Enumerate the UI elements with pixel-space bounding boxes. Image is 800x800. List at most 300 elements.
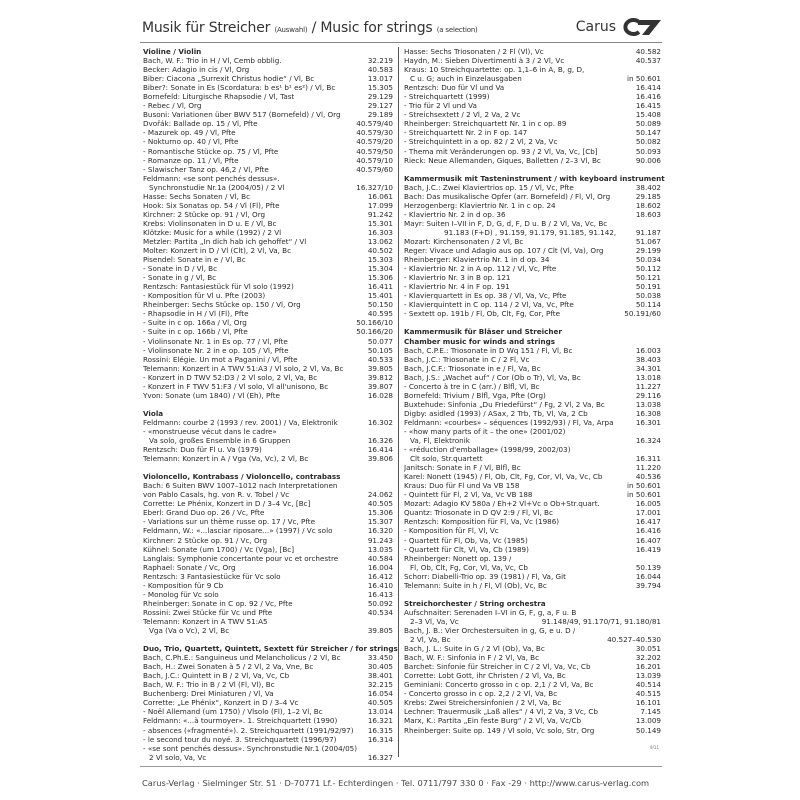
catalog-entry — [143, 499, 393, 508]
entry-title: Molter: Konzert in D / Vl (Clt), 2 Vl, Va, Bc — [143, 246, 292, 256]
entry-number — [658, 65, 661, 74]
footer-rule — [140, 766, 662, 767]
entry-number: 50.082 — [635, 137, 661, 147]
catalog-entry — [143, 436, 393, 445]
entry-title: Raphael: Sonate / Vc, Org — [143, 562, 236, 572]
entry-title: - Suite in c op. 166a / Vl, Org — [143, 318, 247, 328]
entry-title: Bach, J.C.F.: Triosonate in e / Fl, Va, Bc — [404, 363, 541, 373]
entry-number: 16.415 — [635, 101, 661, 111]
entry-title: Becker: Adagio in cis / Vl, Org — [143, 65, 250, 75]
entry-title: Rieck: Neue Allemanden, Giques, Balletten / 2–3 Vl, Bc — [404, 155, 601, 165]
entry-number: 16.407 — [635, 535, 661, 545]
catalog-entry — [143, 726, 393, 735]
entry-title: Hasse: Sechs Sonaten / Vl, Bc — [143, 191, 251, 201]
entry-title: - Trio für 2 Vl und Va — [404, 101, 477, 111]
entry-number: 15.306 — [367, 508, 393, 518]
entry-number: 13.017 — [367, 74, 393, 84]
entry-number: 15.401 — [367, 291, 393, 301]
entry-title: Feldmann, W.: «...lasciar riposare...» (1997) / Vc solo — [143, 526, 333, 536]
section-spacer — [143, 463, 393, 472]
entry-title: Krebs: Zwei Streichersinfonien / 2 Vl, Va, Bc — [404, 698, 562, 708]
entry-title: Bach: Das musikalische Opfer (arr. Bornefeld) / Fl, Vl, Org — [404, 191, 611, 201]
catalog-entry — [143, 373, 393, 382]
catalog-entry — [143, 680, 393, 689]
catalog-entry — [143, 391, 393, 400]
entry-number — [658, 445, 661, 454]
entry-number: 40.584 — [367, 553, 393, 563]
entry-number: 29.185 — [635, 191, 661, 201]
entry-number: 40.583 — [367, 65, 393, 75]
entry-title: - «réduction d'emballage» (1998/99, 2002/03) — [404, 445, 571, 455]
catalog-entry — [143, 490, 393, 499]
catalog-entry — [143, 445, 393, 454]
catalog-entry — [143, 119, 393, 128]
catalog-entry — [143, 753, 393, 762]
entry-number: 15.304 — [367, 264, 393, 274]
catalog-entry — [404, 309, 661, 318]
entry-number: 16.308 — [635, 408, 661, 418]
entry-title: - Konzert in D TWV 52:D3 / 2 Vl solo, 2 Vl, Va, Bc — [143, 372, 318, 382]
catalog-entry — [404, 472, 661, 481]
entry-title: Langlais: Symphonie concertante pour vc et orchestre — [143, 553, 339, 563]
entry-title: Digby: asidled (1993) / ASax, 2 Trb, Tb, Vl, Va, 2 Cb — [404, 408, 588, 418]
entry-title: Aufschnaiter: Serenaden I–VI in G, F, g, a, F u. B — [404, 607, 577, 617]
catalog-entry — [404, 454, 661, 463]
catalog-entry — [143, 572, 393, 581]
entry-number: 90.006 — [635, 155, 661, 165]
entry-number: 50.166/20 — [356, 327, 393, 337]
entry-number: 50.166/10 — [356, 318, 393, 328]
entry-number: 15.408 — [635, 110, 661, 120]
entry-title: - Rhapsodie in H / Vl (Fl), Pfte — [143, 309, 249, 319]
entry-title: Rheinberger: Nonett op. 139 / — [404, 553, 512, 563]
entry-title: Telemann: Suite in h / Fl, Vl (Ob), Vc, Bc — [404, 580, 547, 590]
brand-name: Carus — [575, 19, 616, 35]
catalog-entry — [143, 174, 393, 183]
entry-title: - Klavierquartett in Es op. 38 / Vl, Va, Vc, Pfte — [404, 291, 567, 301]
right-column — [404, 47, 665, 735]
catalog-entry — [404, 128, 661, 137]
catalog-entry — [404, 119, 661, 128]
entry-number: 39.806 — [367, 454, 393, 464]
entry-number: 16.320 — [367, 526, 393, 536]
catalog-entry — [404, 83, 661, 92]
entry-title: Barchet: Sinfonie für Streicher in C / 2 Vl, Va, Vc, Cb — [404, 662, 591, 672]
entry-title: Buchenberg: Drei Miniaturen / Vl, Va — [143, 689, 274, 699]
catalog-entry — [143, 418, 393, 427]
catalog-entry — [143, 536, 393, 545]
catalog-entry — [404, 409, 661, 418]
entry-number: 40.595 — [367, 309, 393, 319]
entry-title: - Violinsonate Nr. 1 in Es op. 77 / Vl, Pfte — [143, 336, 288, 346]
entry-number: 16.311 — [635, 454, 661, 464]
entry-number: 34.301 — [635, 363, 661, 373]
catalog-entry — [143, 237, 393, 246]
entry-number: 40.527–40.530 — [607, 635, 661, 645]
entry-title: 2 Vl, Va, Bc — [410, 635, 451, 645]
entry-title: - «how many parts of it – the one» (2001/02) — [404, 426, 566, 436]
section-heading: Violine / Violin — [143, 47, 202, 56]
entry-title: Lechner: Trauermusik „Laß alles“ / 4 Vl, 2 Va, 3 Vc, Cb — [404, 707, 598, 717]
catalog-entry — [404, 635, 661, 644]
entry-title: - Mazurek op. 49 / Vl, Pfte — [143, 128, 236, 138]
entry-number: in 50.601 — [627, 490, 661, 500]
entry-title: Kühnel: Sonate (um 1700) / Vc (Vga), [Bc] — [143, 544, 295, 554]
entry-title: - Quartett für Fl, Ob, Va, Vc (1985) — [404, 535, 528, 545]
entry-number: 40.537 — [635, 56, 661, 66]
catalog-entry — [404, 653, 661, 662]
entry-number: 40.579/50 — [356, 146, 393, 156]
catalog-entry — [143, 147, 393, 156]
entry-number: 13.039 — [635, 671, 661, 681]
entry-title: - Concerto à tre in C (arr.) / Blfl, Vl, Bc — [404, 381, 540, 391]
entry-title: Klötzke: Music for a while (1992) / 2 Vl — [143, 227, 282, 237]
entry-title: Corrette: „Le Phénix“, Konzert in D / 3–4 Vc — [143, 698, 299, 708]
entry-title: - Sonate in D / Vl, Bc — [143, 264, 218, 274]
entry-number: 32.215 — [367, 680, 393, 690]
entry-number: 11.220 — [635, 463, 661, 473]
entry-title: Kraus: 10 Streichquartette: op. 1,1–6 in A, B, g, D, — [404, 65, 585, 75]
entry-number: 39.805 — [367, 363, 393, 373]
entry-number: 7.145 — [640, 707, 661, 717]
entry-title: - absences («fragmenté»). 2. Streichquartett (1991/92/97) — [143, 725, 354, 735]
entry-number: 39.807 — [367, 381, 393, 391]
entry-title: Va, Fl, Elektronik — [410, 436, 470, 446]
catalog-entry — [143, 65, 393, 74]
catalog-entry — [404, 237, 661, 246]
entry-title: Marx, K.: Partita „Ein feste Burg“ / 2 Vl, Va, Vc/Cb — [404, 716, 582, 726]
catalog-entry — [404, 101, 661, 110]
entry-number: 33.450 — [367, 653, 393, 663]
entry-number: 16.054 — [367, 689, 393, 699]
entry-title: Rheinberger: Sechs Stücke op. 150 / Vl, Org — [143, 300, 301, 310]
catalog-entry — [404, 418, 661, 427]
entry-title: Reger: Vivace und Adagio aus op. 107 / Clt (Vl, Va), Org — [404, 246, 604, 256]
entry-number: 16.326 — [367, 436, 393, 446]
entry-number: 40.502 — [367, 246, 393, 256]
entry-title: Biber?: Sonate in Es (Scordatura: b es¹ b¹ es²) / Vl, Bc — [143, 83, 336, 93]
catalog-entry — [404, 689, 661, 698]
entry-title: Metzler: Partita „In dich hab ich gehoffet“ / Vl — [143, 236, 307, 246]
entry-title: - le second tour du noyé. 3. Streichquartett (1996/97) — [143, 734, 337, 744]
catalog-entry — [404, 300, 661, 309]
catalog-entry — [404, 572, 661, 581]
catalog-entry — [143, 137, 393, 146]
entry-number: 16.028 — [367, 390, 393, 400]
entry-title: - Streichquintett in a op. 82 / 2 Vl, 2 Va, Vc — [404, 137, 558, 147]
entry-number — [390, 481, 393, 490]
entry-title: Corrette: Lobt Gott, ihr Christen / 2 Vl, Va, Bc — [404, 671, 566, 681]
catalog-entry — [404, 680, 661, 689]
entry-number: 50.150 — [367, 300, 393, 310]
entry-title: Bach, J.C.: Triosonate in C / 2 Fl, Vc — [404, 354, 530, 364]
entry-number: 16.003 — [635, 345, 661, 355]
entry-number: 13.014 — [367, 707, 393, 717]
catalog-entry — [404, 463, 661, 472]
catalog-entry — [404, 391, 661, 400]
entry-title: Fl, Ob, Clt, Fg, Cor, Vl, Va, Vc, Cb — [410, 562, 528, 572]
catalog-entry — [404, 617, 661, 626]
catalog-entry — [143, 427, 393, 436]
entry-title: - Klaviertrio Nr. 3 in B op. 121 — [404, 273, 511, 283]
catalog-entry — [404, 445, 661, 454]
entry-number: 51.067 — [635, 236, 661, 246]
section-heading: Duo, Trio, Quartett, Quintett, Sextett für Streicher / for strings — [143, 644, 398, 654]
entry-title: - Klaviertrio Nr. 2 in A op. 112 / Vl, Vc, Pfte — [404, 264, 557, 274]
entry-number: 38.401 — [367, 671, 393, 681]
entry-title: - Concerto grosso in c op. 2,2 / 2 Vl, Va, Bc — [404, 689, 558, 699]
catalog-entry — [143, 192, 393, 201]
catalog-entry — [143, 454, 393, 463]
catalog-entry — [404, 192, 661, 201]
entry-title: Bach, W. F.: Trio in H / Vl, Cemb obblig. — [143, 56, 282, 66]
entry-number: 50.077 — [367, 336, 393, 346]
catalog-entry — [404, 273, 661, 282]
entry-title: Telemann: Konzert in A / Vga (Va, Vc), 2 Vl, Bc — [143, 454, 309, 464]
entry-title: - Thema mit Veränderungen op. 93 / 2 Vl, Va, Vc, [Cb] — [404, 146, 598, 156]
catalog-entry — [404, 581, 661, 590]
catalog-entry — [143, 671, 393, 680]
entry-number: 16.301 — [635, 417, 661, 427]
entry-title: Telemann: Konzert in A TWV 51:A3 / Vl solo, 2 Vl, Va, Bc — [143, 363, 344, 373]
entry-number: 91.187 — [635, 227, 661, 237]
entry-title: 91.183 (F+D) , 91.159, 91.179, 91.185, 91.142, — [444, 227, 617, 237]
catalog-entry — [404, 137, 661, 146]
entry-title: - Klaviertrio Nr. 2 in d op. 36 — [404, 209, 506, 219]
entry-number: 16.411 — [367, 282, 393, 292]
catalog-entry — [404, 47, 661, 56]
entry-number: 40.515 — [635, 689, 661, 699]
entry-title: Feldmann: «...à tourmoyer». 1. Streichquartett (1990) — [143, 716, 338, 726]
entry-title: Clt solo, Str.quartett — [410, 454, 483, 464]
catalog-entry — [404, 707, 661, 716]
entry-title: Krebs: Violinsonaten in D u. E / Vl, Bc — [143, 218, 277, 228]
entry-number: 13.018 — [635, 372, 661, 382]
section-heading: Kammermusik mit Tasteninstrument / with keyboard instrument — [404, 173, 665, 183]
entry-title: Va solo, großes Ensemble in 6 Gruppen — [149, 436, 291, 446]
entry-number: 40.579/40 — [356, 119, 393, 129]
entry-title: - Klavierquintett in C op. 114 / 2 Vl, Va, Vc, Pfte — [404, 300, 574, 310]
entry-title: 2 Vl solo, Va, Vc — [149, 752, 207, 762]
entry-number: 40.505 — [367, 698, 393, 708]
entry-title: Rentzsch: Duo für Vl und Va — [404, 83, 505, 93]
section-spacer — [404, 318, 661, 327]
entry-number: 40.579/10 — [356, 155, 393, 165]
catalog-entry — [404, 219, 661, 228]
entry-title: Haydn, M.: Sieben Divertimenti à 3 / 2 Vl, Vc — [404, 56, 565, 66]
catalog-entry — [404, 671, 661, 680]
title-de-note: (Auswahl) — [274, 26, 308, 34]
catalog-entry — [143, 608, 393, 617]
title-en-note: (a selection) — [436, 26, 478, 34]
catalog-entry — [143, 219, 393, 228]
entry-title: Kirchner: 2 Stücke op. 91 / Vl, Org — [143, 209, 266, 219]
entry-title: Telemann: Konzert in A TWV 51:A5 — [143, 616, 268, 626]
catalog-entry — [143, 201, 393, 210]
catalog-entry — [143, 156, 393, 165]
catalog-entry — [143, 346, 393, 355]
catalog-entry — [143, 83, 393, 92]
catalog-entry — [404, 364, 661, 373]
entry-title: Rheinberger: Streichquartett Nr. 1 in c op. 89 — [404, 119, 567, 129]
catalog-entry — [143, 128, 393, 137]
catalog-entry — [404, 246, 661, 255]
entry-number: 30.051 — [635, 644, 661, 654]
catalog-entry — [404, 698, 661, 707]
catalog-entry — [404, 110, 661, 119]
entry-number — [390, 617, 393, 626]
entry-number — [390, 427, 393, 436]
entry-title: - Romanze op. 11 / Vl, Pfte — [143, 155, 239, 165]
catalog-entry — [404, 608, 661, 617]
catalog-entry — [143, 662, 393, 671]
entry-number: 40.582 — [635, 47, 661, 56]
entry-number: 91.242 — [367, 209, 393, 219]
entry-number: 16.303 — [367, 227, 393, 237]
entry-title: Busoni: Variationen über BWV 517 (Bornefeld) / Vl, Org — [143, 110, 341, 120]
entry-title: - Klaviertrio Nr. 4 in F op. 191 — [404, 282, 510, 292]
entry-number: 29.116 — [635, 390, 661, 400]
catalog-entry — [143, 327, 393, 336]
entry-title: - Rebec / Vl, Org — [143, 101, 202, 111]
section-heading: Streichorchester / String orchestra — [404, 598, 546, 608]
catalog-entry — [143, 364, 393, 373]
column-divider — [398, 47, 399, 757]
catalog-entry — [404, 436, 661, 445]
catalog-entry — [404, 427, 661, 436]
entry-number: 13.035 — [367, 544, 393, 554]
entry-title: Hook: Six Sonatas op. 54 / Vl (Fl), Pfte — [143, 200, 280, 210]
entry-title: Bach, W. F.: Sinfonia in F / 2 Vl, Va, Bc — [404, 653, 540, 663]
catalog-entry — [143, 183, 393, 192]
catalog-entry — [143, 282, 393, 291]
entry-number: 16.321 — [367, 716, 393, 726]
entry-number: 15.307 — [367, 517, 393, 527]
entry-number: 16.044 — [635, 571, 661, 581]
entry-number: 91.243 — [367, 535, 393, 545]
left-column — [143, 47, 398, 762]
entry-number: 38.403 — [635, 354, 661, 364]
entry-number: 32.219 — [367, 56, 393, 66]
entry-number: 24.062 — [367, 490, 393, 500]
entry-number: 16.101 — [635, 698, 661, 708]
catalog-entry — [404, 183, 661, 192]
entry-number: 32.202 — [635, 653, 661, 663]
entry-title: Synchronstudie Nr.1a (2004/05) / 2 Vl — [149, 182, 285, 192]
entry-number: 39.812 — [367, 372, 393, 382]
entry-number: 16.413 — [367, 589, 393, 599]
entry-number: 16.327 — [367, 752, 393, 762]
catalog-entry — [143, 110, 393, 119]
title-en: Music for strings — [320, 20, 433, 36]
entry-title: von Pablo Casals, hg. von R. v. Tobel / Vc — [143, 490, 290, 500]
entry-title: Mozart: Adagio KV 580a / Eh+2 Vl+Vc o Ob+Str.quart. — [404, 499, 600, 509]
entry-number: 91.148/49, 91.170/71, 91.180/81 — [541, 616, 661, 626]
catalog-entry — [143, 508, 393, 517]
header-rule — [140, 42, 662, 43]
catalog-entry — [143, 355, 393, 364]
catalog-entry — [404, 65, 661, 74]
catalog-entry — [404, 716, 661, 725]
entry-title: - «se sont penchés dessus». Synchronstudie Nr.1 (2004/05) — [143, 743, 358, 753]
page-header — [142, 18, 662, 40]
catalog-entry — [143, 526, 393, 535]
entry-number: 29.129 — [367, 92, 393, 102]
entry-number: 16.005 — [635, 499, 661, 509]
entry-title: Bach: 6 Suiten BWV 1007–1012 nach Interpretationen — [143, 481, 338, 491]
entry-number: 11.227 — [635, 381, 661, 391]
entry-title: - Suite in c op. 166b / Vl, Pfte — [143, 327, 248, 337]
entry-number: 50.112 — [635, 264, 661, 274]
entry-title: - Romantische Stücke op. 75 / Vl, Pfte — [143, 146, 279, 156]
entry-title: Rentzsch: Duo für Fl u. Va (1979) — [143, 445, 262, 455]
entry-number: 50.034 — [635, 255, 661, 265]
entry-title: - Sonate in g / Vl, Bc — [143, 273, 217, 283]
section-spacer — [404, 165, 661, 174]
entry-number — [658, 554, 661, 563]
entry-title: Kraus: Duo für Fl und Va VB 158 — [404, 481, 520, 491]
entry-number — [658, 626, 661, 635]
entry-title: Rentzsch: Fantasiestück für Vl solo (1992) — [143, 282, 294, 292]
page-mark: 9/11 — [650, 745, 659, 750]
entry-title: Bach, J.C.: Zwei Klaviertrios op. 15 / Vl, Vc, Pfte — [404, 182, 574, 192]
entry-title: - Streichquartett Nr. 2 in F op. 147 — [404, 128, 528, 138]
entry-title: Geminiani: Concerto grosso in c op. 2,1 / 2 Vl, Va, Bc — [404, 680, 594, 690]
catalog-entry — [404, 373, 661, 382]
entry-title: - Streichsextett / 2 Vl, 2 Va, 2 Vc — [404, 110, 521, 120]
catalog-entry — [404, 644, 661, 653]
entry-number: 17.099 — [367, 200, 393, 210]
entry-title: Biber: Ciacona „Surrexit Christus hodie“ / Vl, Bc — [143, 74, 315, 84]
entry-number: 13.009 — [635, 716, 661, 726]
entry-title: Kirchner: 2 Stücke op. 91 / Vc, Org — [143, 535, 268, 545]
entry-number: 50.139 — [635, 562, 661, 572]
entry-title: Rentzsch: Komposition für Fl, Va, Vc (1986) — [404, 517, 560, 527]
entry-title: Rossini: Elégie. Un mot a Paganini / Vl, Pfte — [143, 354, 298, 364]
catalog-entry — [404, 56, 661, 65]
entry-title: - Komposition für Vl u. Pfte (2003) — [143, 291, 266, 301]
entry-number: 15.303 — [367, 255, 393, 265]
catalog-entry — [143, 273, 393, 282]
catalog-entry — [143, 689, 393, 698]
entry-number: 50.191 — [635, 282, 661, 292]
entry-title: - Slawischer Tanz op. 46,2 / Vl, Pfte — [143, 164, 269, 174]
catalog-entry — [143, 545, 393, 554]
catalog-entry — [143, 382, 393, 391]
catalog-entry — [143, 264, 393, 273]
entry-number: 15.305 — [367, 83, 393, 93]
entry-number: in 50.601 — [627, 481, 661, 491]
catalog-entry — [404, 210, 661, 219]
catalog-entry — [143, 255, 393, 264]
catalog-entry — [404, 282, 661, 291]
entry-number: 29.127 — [367, 101, 393, 111]
catalog-entry — [404, 355, 661, 364]
catalog-entry — [404, 400, 661, 409]
entry-number: 13.062 — [367, 236, 393, 246]
entry-title: Hasse: Sechs Triosonaten / 2 Fl (Vl), Vc — [404, 47, 544, 56]
entry-number: 50.089 — [635, 119, 661, 129]
entry-title: Rossini: Zwei Stücke für Vc und Pfte — [143, 607, 273, 617]
catalog-entry — [143, 581, 393, 590]
entry-number: 50.114 — [635, 300, 661, 310]
entry-title: Yvon: Sonate (um 1840) / Vl (Eh), Pfte — [143, 390, 280, 400]
entry-number: 16.410 — [367, 580, 393, 590]
catalog-entry — [404, 526, 661, 535]
entry-title: Rentzsch: 3 Fantasiestücke für Vc solo — [143, 571, 281, 581]
entry-title: Bach, H.: Zwei Sonaten à 5 / 2 Vl, 2 Va, Vne, Bc — [143, 662, 314, 672]
catalog-entry — [143, 56, 393, 65]
